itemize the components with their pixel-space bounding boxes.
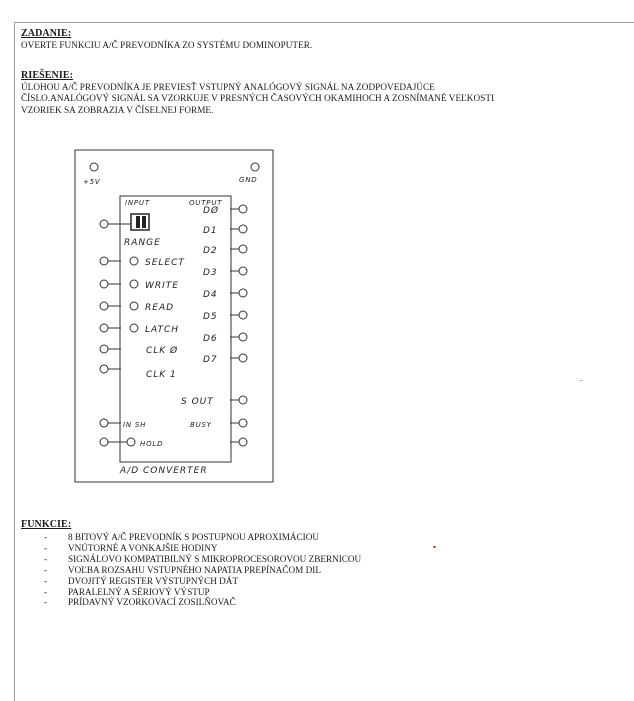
plus5v-label: +5V (83, 178, 101, 186)
gnd-pad (251, 163, 259, 171)
d3-label: D3 (203, 268, 218, 278)
solution-line-2: ČÍSLO.ANALÓGOVÝ SIGNÁL SA VZORKUJE V PRESNÝCH ČASOVÝCH OKAMIHOCH A ZOSNÍMANÉ VEĽKOSTI (21, 93, 495, 104)
functions-list (44, 532, 361, 608)
solution-line-3: VZORIEK SA ZOBRAZIA V ČÍSELNEJ FORME. (21, 104, 214, 115)
sout-label: S OUT (181, 397, 214, 407)
plus5v-pad (90, 163, 98, 171)
left-pin-lines (100, 257, 138, 446)
output-label: OUTPUT (189, 199, 223, 207)
d7-label: D7 (203, 355, 218, 365)
task-heading: ZADANIE: (21, 28, 72, 39)
solution-line-1: ÚLOHOU A/Č PREVODNÍKA JE PREVIESŤ VSTUPNÝ ANALÓGOVÝ SIGNÁL NA ZODPOVEDAJÚCE (21, 82, 435, 92)
hold-label: HOLD (140, 440, 164, 448)
functions-heading: FUNKCIE: (21, 519, 72, 530)
stray-mark (433, 546, 436, 548)
diagram-title: A/D CONVERTER (120, 466, 208, 476)
solution-heading: RIEŠENIE: (21, 70, 74, 81)
input-label: INPUT (125, 199, 150, 207)
stray-mark (579, 380, 583, 381)
list-item: - 8 BITOVÝ A/Č PREVODNÍK S POSTUPNOU APROXIMÁCIOU (44, 532, 361, 543)
clk1-label: CLK 1 (146, 370, 177, 380)
list-item: - VNÚTORNÉ A VONKAJŠIE HODINY (44, 543, 361, 554)
d2-label: D2 (203, 246, 218, 256)
board-outline (75, 150, 273, 482)
select-label: SELECT (145, 258, 185, 268)
insh-label: IN SH (123, 421, 147, 429)
d4-label: D4 (203, 290, 218, 300)
list-item: - PARALELNÝ A SÉRIOVÝ VÝSTUP (44, 587, 361, 598)
gnd-label: GND (239, 176, 258, 184)
range-label: RANGE (124, 238, 161, 248)
right-pin-lines (230, 205, 247, 446)
d5-label: D5 (203, 312, 218, 322)
task-line: OVERTE FUNKCIU A/Č PREVODNÍKA ZO SYSTÉMU DOMINOPUTER. (21, 40, 313, 50)
read-label: READ (145, 303, 175, 313)
latch-label: LATCH (145, 325, 180, 335)
list-item: - SIGNÁLOVO KOMPATIBILNÝ S MIKROPROCESOROVOU ZBERNICOU (44, 554, 361, 565)
d1-label: D1 (203, 226, 218, 236)
list-item: - PRÍDAVNÝ VZORKOVACÍ ZOSILŇOVAČ (44, 597, 361, 608)
range-switch (131, 214, 149, 230)
write-label: WRITE (145, 281, 179, 291)
clk0-label: CLK Ø (146, 346, 179, 356)
list-item: - DVOJITÝ REGISTER VÝSTUPNÝCH DÁT (44, 576, 361, 587)
d6-label: D6 (203, 334, 218, 344)
busy-label: BUSY (190, 421, 212, 429)
list-item: - VOĽBA ROZSAHU VSTUPNÉHO NAPATIA PREPÍNAČOM DIL (44, 565, 361, 576)
d0-label: DØ (203, 206, 220, 216)
